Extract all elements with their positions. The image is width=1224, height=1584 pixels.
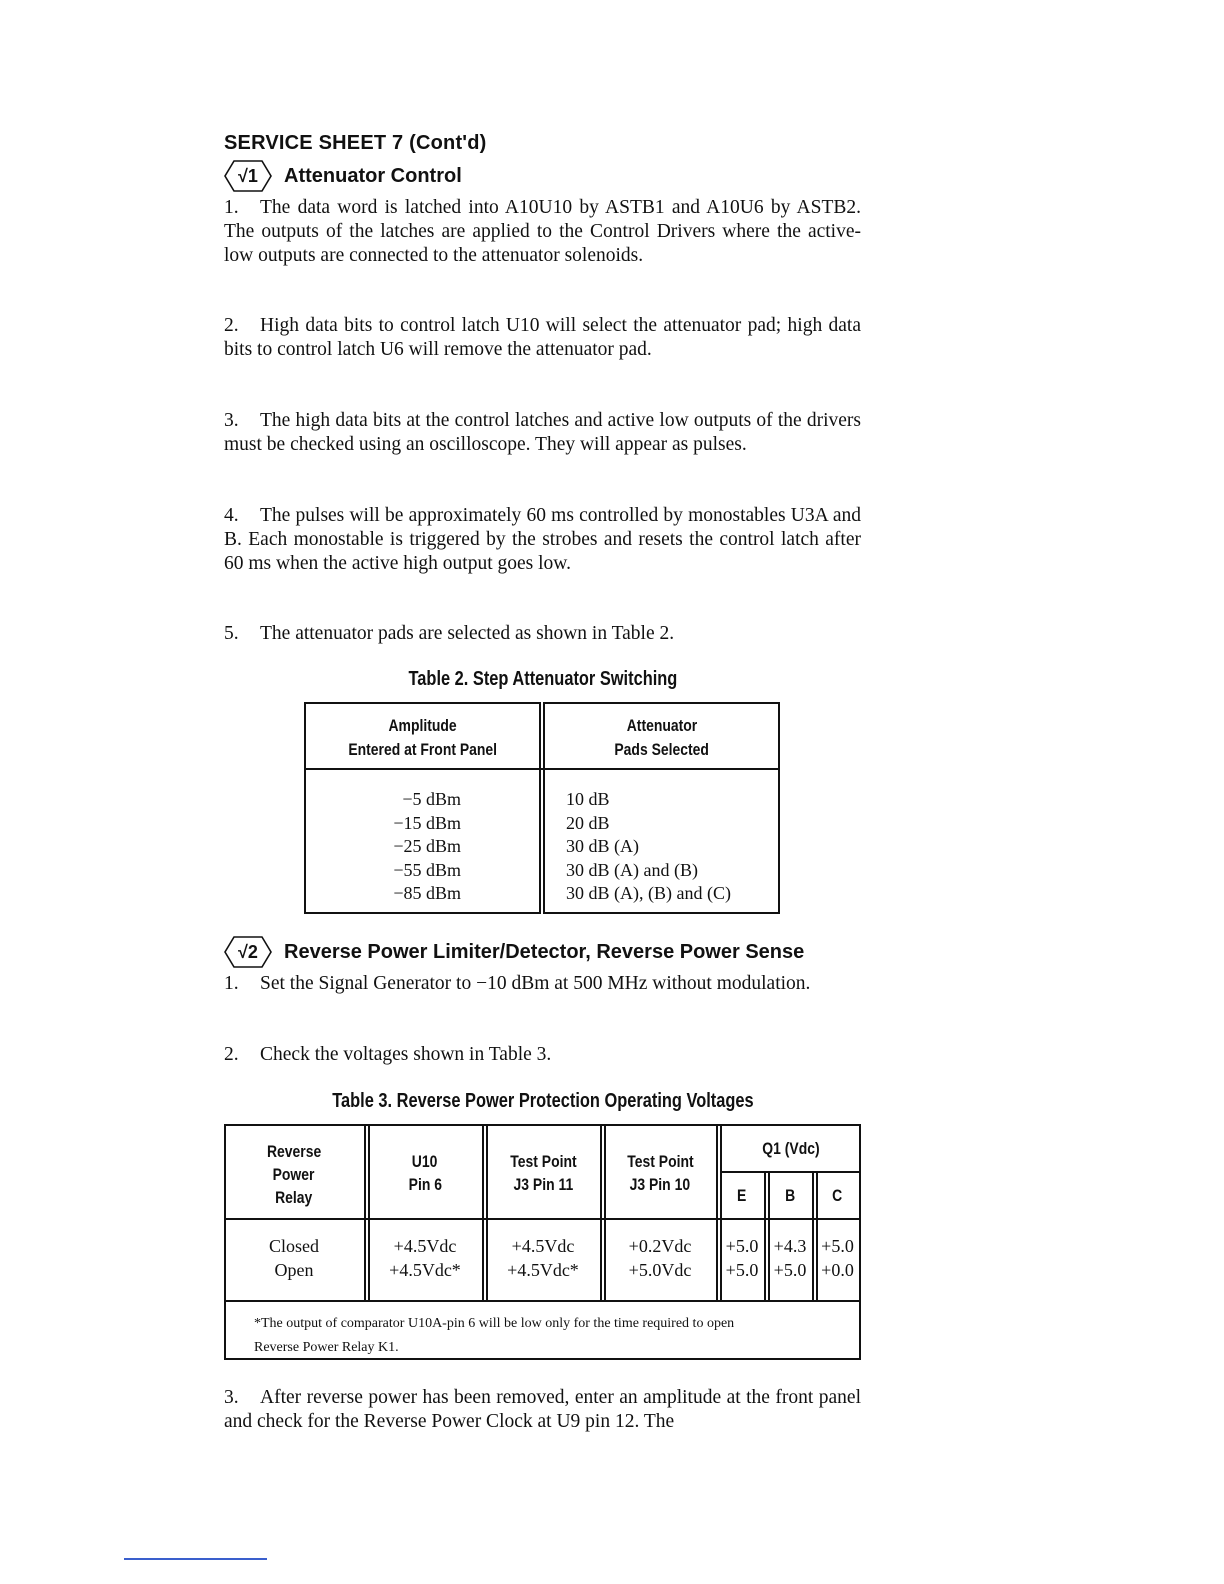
paragraph-s2-1: 1. Set the Signal Generator to −10 dBm at 500 MHz without modulation. — [224, 973, 811, 994]
table-cell: +4.5Vdc — [393, 1236, 457, 1256]
table-cell: −15 dBm — [393, 812, 461, 833]
table-cell: Open — [274, 1260, 314, 1280]
table-cell: +5.0 — [725, 1260, 759, 1280]
table3-header-u10: U10 Pin 6 — [408, 1152, 442, 1194]
rule — [720, 1171, 861, 1173]
table-cell: −55 dBm — [393, 859, 461, 880]
check-marker-icon: √2 — [224, 936, 272, 968]
table-cell: 10 dB — [566, 789, 610, 809]
table-cell: +5.0 — [725, 1236, 759, 1256]
table3-caption: Table 3. Reverse Power Protection Operating Voltages — [331, 1090, 754, 1112]
rule — [224, 1300, 861, 1302]
paragraph-1: 1. The data word is latched into A10U10 by ASTB1 and A10U6 by ASTB2. The outputs of the latches are applied to the Control Drivers where the active-low outputs are connected to the attenuator solenoids. — [224, 197, 861, 266]
table3 — [224, 1124, 861, 1360]
paragraph-s2-2: 2. Check the voltages shown in Table 3. — [224, 1044, 552, 1065]
rule — [364, 1124, 366, 1300]
table-cell: +5.0 — [821, 1236, 854, 1256]
table3-header-e: E — [737, 1186, 747, 1205]
paragraph-5: 5. The attenuator pads are selected as shown in Table 2. — [224, 623, 675, 644]
table3-header-tp10: Test Point J3 Pin 10 — [626, 1152, 694, 1194]
rule — [764, 1172, 766, 1300]
table-cell: −85 dBm — [393, 883, 461, 904]
table3-header-c: C — [832, 1186, 843, 1205]
table-cell: Closed — [268, 1236, 319, 1256]
table3-footnote: *The output of comparator U10A-pin 6 will be low only for the time required to open Reverse Power Relay K1. — [254, 1316, 735, 1355]
table-cell: +5.0 — [773, 1260, 807, 1280]
table2-pads-column — [566, 788, 776, 906]
table2-caption: Table 2. Step Attenuator Switching — [408, 668, 677, 690]
footer-rule — [124, 1558, 267, 1560]
table-cell: +0.2Vdc — [628, 1236, 692, 1256]
table-cell: +4.5Vdc* — [389, 1260, 461, 1280]
sheet-title: SERVICE SHEET 7 (Cont'd) — [224, 132, 487, 154]
table2 — [304, 702, 782, 916]
table-cell: +4.5Vdc — [511, 1236, 575, 1256]
table2-header-rule — [304, 768, 780, 770]
table-cell: +4.5Vdc* — [507, 1260, 579, 1280]
rule — [600, 1124, 602, 1300]
rule — [224, 1124, 861, 1126]
rule — [716, 1124, 718, 1300]
rule — [812, 1172, 814, 1300]
rule — [482, 1124, 484, 1300]
table3-header-b: B — [784, 1186, 796, 1205]
paragraph-4: 4. The pulses will be approximately 60 ms controlled by monostables U3A and B. Each monostable is triggered by the strobes and resets the control latch after 60 ms when the active high output goes low. — [224, 505, 861, 574]
paragraph-s2-3: 3. After reverse power has been removed, enter an amplitude at the front panel and check for the Reverse Power Clock at U9 pin 12. The — [224, 1387, 861, 1432]
table-cell: 30 dB (A) and (B) — [566, 859, 698, 880]
section-heading-attenuator-control — [224, 160, 462, 192]
table-cell: −5 dBm — [402, 789, 461, 809]
rule — [224, 1218, 861, 1220]
paragraph-3: 3. The high data bits at the control latches and active low outputs of the drivers must be checked using an oscilloscope. They will appear as pulses. — [224, 410, 861, 455]
section-heading-reverse-power — [224, 936, 804, 968]
table-cell: +4.3 — [773, 1236, 807, 1256]
table3-header-q1: Q1 (Vdc) — [761, 1139, 820, 1158]
table-cell: 20 dB — [566, 812, 610, 833]
table3-header-relay: Reverse Power Relay — [266, 1142, 322, 1207]
check-marker-icon: √1 — [224, 160, 272, 192]
table2-amplitude-column — [304, 788, 461, 906]
paragraph-2: 2. High data bits to control latch U10 will select the attenuator pad; high data bits to control latch U6 will remove the attenuator pad. — [224, 315, 861, 360]
section-title: Attenuator Control — [284, 164, 462, 187]
table2-header-pads: Attenuator Pads Selected — [614, 716, 709, 759]
table-cell: +0.0 — [821, 1260, 854, 1280]
section-title: Reverse Power Limiter/Detector, Reverse Power Sense — [284, 940, 805, 963]
table-cell: +5.0Vdc — [628, 1260, 692, 1280]
table-cell: −25 dBm — [393, 836, 461, 857]
table2-header-amplitude: Amplitude Entered at Front Panel — [348, 716, 497, 759]
table-cell: 30 dB (A), (B) and (C) — [566, 883, 731, 904]
table3-header-tp11: Test Point J3 Pin 11 — [509, 1152, 577, 1194]
table-cell: 30 dB (A) — [566, 836, 639, 857]
